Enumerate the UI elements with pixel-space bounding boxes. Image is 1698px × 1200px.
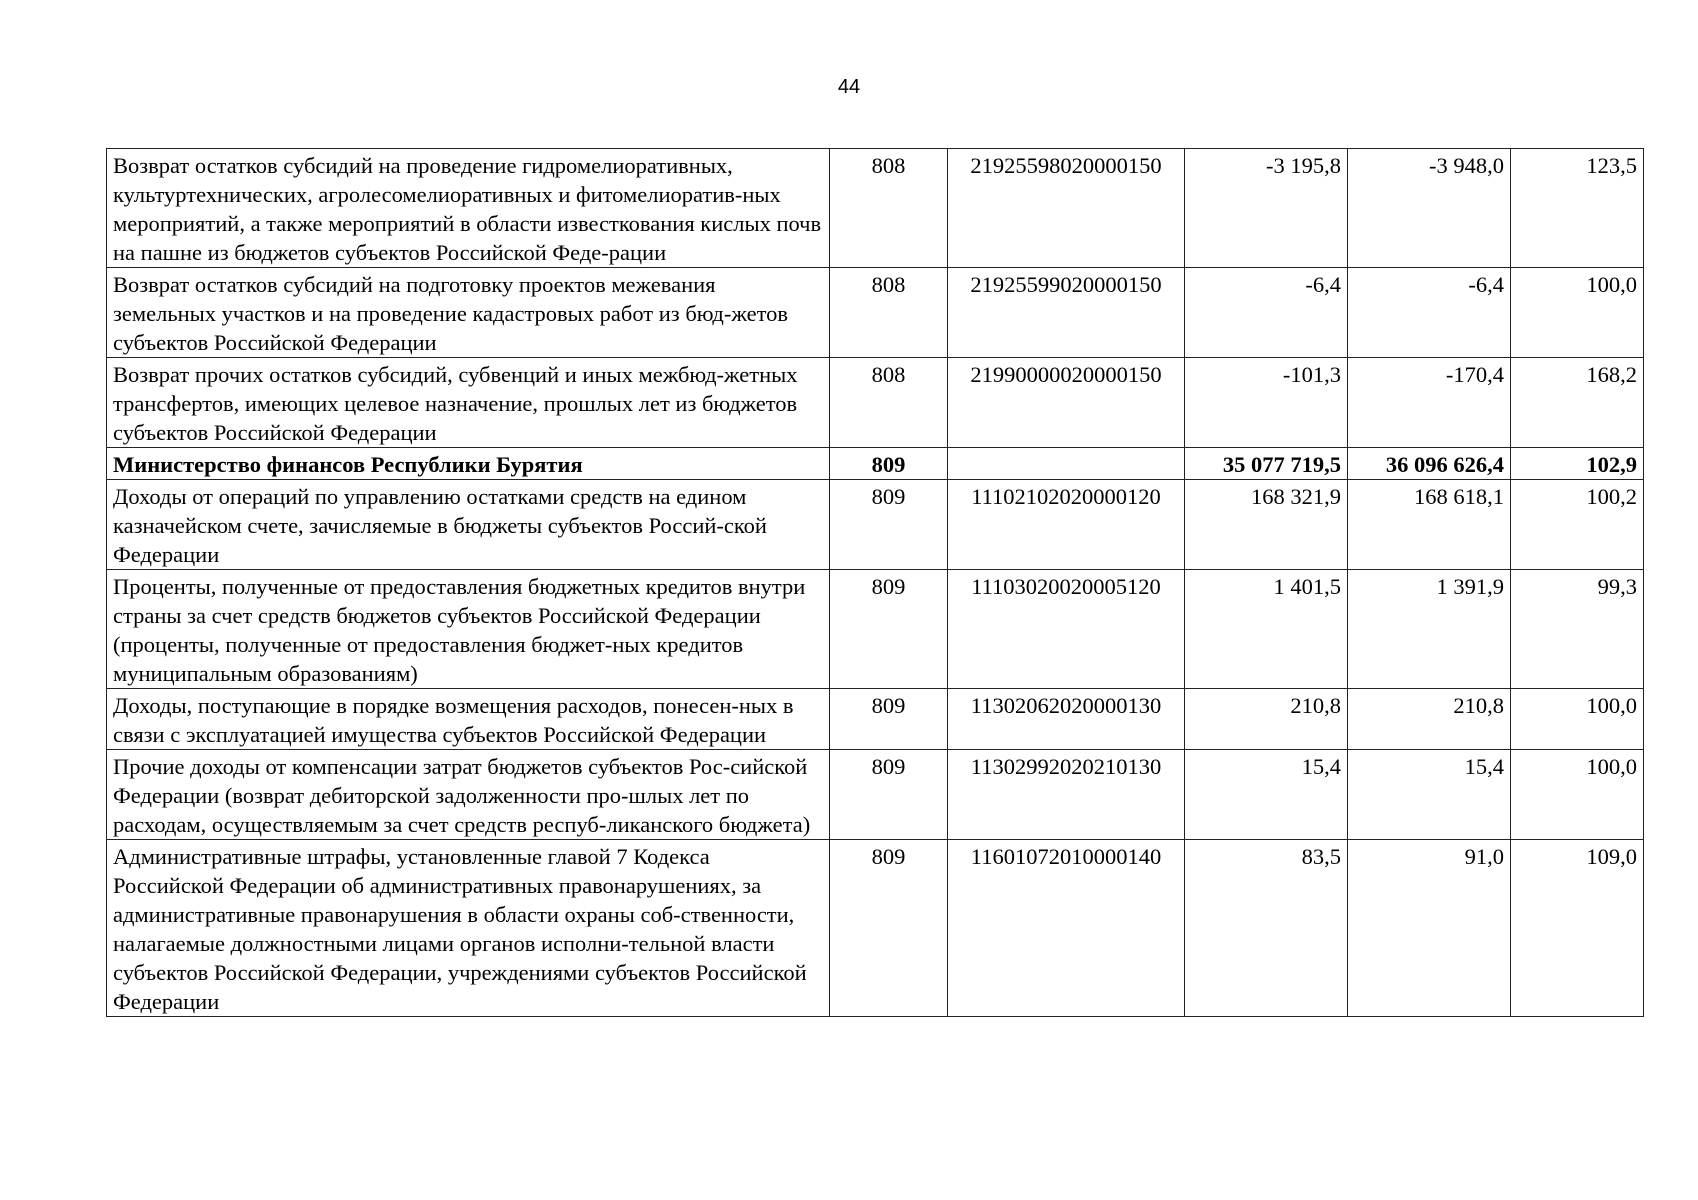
table-row — [107, 268, 1644, 358]
row-admin-code: 809 — [830, 448, 948, 480]
row-name: Административные штрафы, установленные главой 7 Кодекса Российской Федерации об административных правонарушениях, за административные правонарушения в области охраны соб-ственности, налагаемые должностными лицами органов исполни-тельной власти субъектов Российской Федерации, учреждениями субъектов Российской Федерации — [107, 840, 830, 1017]
row-budget-code: 21990000020000150 — [948, 358, 1185, 448]
row-budget-code: 11103020020005120 — [948, 570, 1185, 689]
table-row-section-total — [107, 448, 1644, 480]
row-fact-value: 36 096 626,4 — [1348, 448, 1511, 480]
table-row — [107, 689, 1644, 750]
row-percent-value: 99,3 — [1511, 570, 1644, 689]
row-plan-value: 168 321,9 — [1185, 480, 1348, 570]
row-fact-value: -170,4 — [1348, 358, 1511, 448]
row-fact-value: 91,0 — [1348, 840, 1511, 1017]
row-fact-value: 168 618,1 — [1348, 480, 1511, 570]
row-budget-code — [948, 448, 1185, 480]
row-name: Возврат остатков субсидий на проведение гидромелиоративных, культуртехнических, агролесомелиоративных и фитомелиоратив-ных мероприятий, а также мероприятий в области известкования кислых почв на пашне из бюджетов субъектов Российской Феде-рации — [107, 149, 830, 268]
row-plan-value: -101,3 — [1185, 358, 1348, 448]
row-name: Доходы, поступающие в порядке возмещения расходов, понесен-ных в связи с эксплуатацией имущества субъектов Российской Федерации — [107, 689, 830, 750]
table-row — [107, 570, 1644, 689]
row-plan-value: 15,4 — [1185, 750, 1348, 840]
row-admin-code: 808 — [830, 268, 948, 358]
row-plan-value: 210,8 — [1185, 689, 1348, 750]
row-name: Министерство финансов Республики Бурятия — [107, 448, 830, 480]
row-plan-value: 35 077 719,5 — [1185, 448, 1348, 480]
row-fact-value: -3 948,0 — [1348, 149, 1511, 268]
row-plan-value: -6,4 — [1185, 268, 1348, 358]
row-admin-code: 809 — [830, 750, 948, 840]
row-fact-value: -6,4 — [1348, 268, 1511, 358]
page-number: 44 — [837, 76, 861, 98]
row-fact-value: 1 391,9 — [1348, 570, 1511, 689]
row-admin-code: 809 — [830, 840, 948, 1017]
row-plan-value: 1 401,5 — [1185, 570, 1348, 689]
row-percent-value: 100,0 — [1511, 689, 1644, 750]
table-row — [107, 358, 1644, 448]
row-name: Возврат остатков субсидий на подготовку проектов межевания земельных участков и на проведение кадастровых работ из бюд-жетов субъектов Российской Федерации — [107, 268, 830, 358]
row-budget-code: 11302992020210130 — [948, 750, 1185, 840]
row-budget-code: 11601072010000140 — [948, 840, 1185, 1017]
table-row — [107, 840, 1644, 1017]
row-budget-code: 21925598020000150 — [948, 149, 1185, 268]
row-plan-value: -3 195,8 — [1185, 149, 1348, 268]
row-budget-code: 21925599020000150 — [948, 268, 1185, 358]
row-name: Возврат прочих остатков субсидий, субвенций и иных межбюд-жетных трансфертов, имеющих целевое назначение, прошлых лет из бюджетов субъектов Российской Федерации — [107, 358, 830, 448]
row-percent-value: 100,0 — [1511, 750, 1644, 840]
row-name: Доходы от операций по управлению остатками средств на едином казначейском счете, зачисляемые в бюджеты субъектов Россий-ской Федерации — [107, 480, 830, 570]
row-percent-value: 109,0 — [1511, 840, 1644, 1017]
row-admin-code: 809 — [830, 480, 948, 570]
row-percent-value: 123,5 — [1511, 149, 1644, 268]
row-plan-value: 83,5 — [1185, 840, 1348, 1017]
row-budget-code: 11302062020000130 — [948, 689, 1185, 750]
row-budget-code: 11102102020000120 — [948, 480, 1185, 570]
row-percent-value: 100,2 — [1511, 480, 1644, 570]
row-percent-value: 102,9 — [1511, 448, 1644, 480]
row-percent-value: 100,0 — [1511, 268, 1644, 358]
row-admin-code: 809 — [830, 570, 948, 689]
revenue-table — [106, 148, 1644, 1017]
revenue-table-body — [107, 149, 1644, 1017]
row-fact-value: 210,8 — [1348, 689, 1511, 750]
table-row — [107, 480, 1644, 570]
row-admin-code: 808 — [830, 149, 948, 268]
row-name: Проценты, полученные от предоставления бюджетных кредитов внутри страны за счет средств бюджетов субъектов Российской Федерации (проценты, полученные от предоставления бюджет-ных кредитов муниципальным образованиям) — [107, 570, 830, 689]
row-admin-code: 809 — [830, 689, 948, 750]
row-admin-code: 808 — [830, 358, 948, 448]
row-fact-value: 15,4 — [1348, 750, 1511, 840]
row-percent-value: 168,2 — [1511, 358, 1644, 448]
row-name: Прочие доходы от компенсации затрат бюджетов субъектов Рос-сийской Федерации (возврат дебиторской задолженности про-шлых лет по расходам, осуществляемым за счет средств респуб-ликанского бюджета) — [107, 750, 830, 840]
table-row — [107, 750, 1644, 840]
table-row — [107, 149, 1644, 268]
